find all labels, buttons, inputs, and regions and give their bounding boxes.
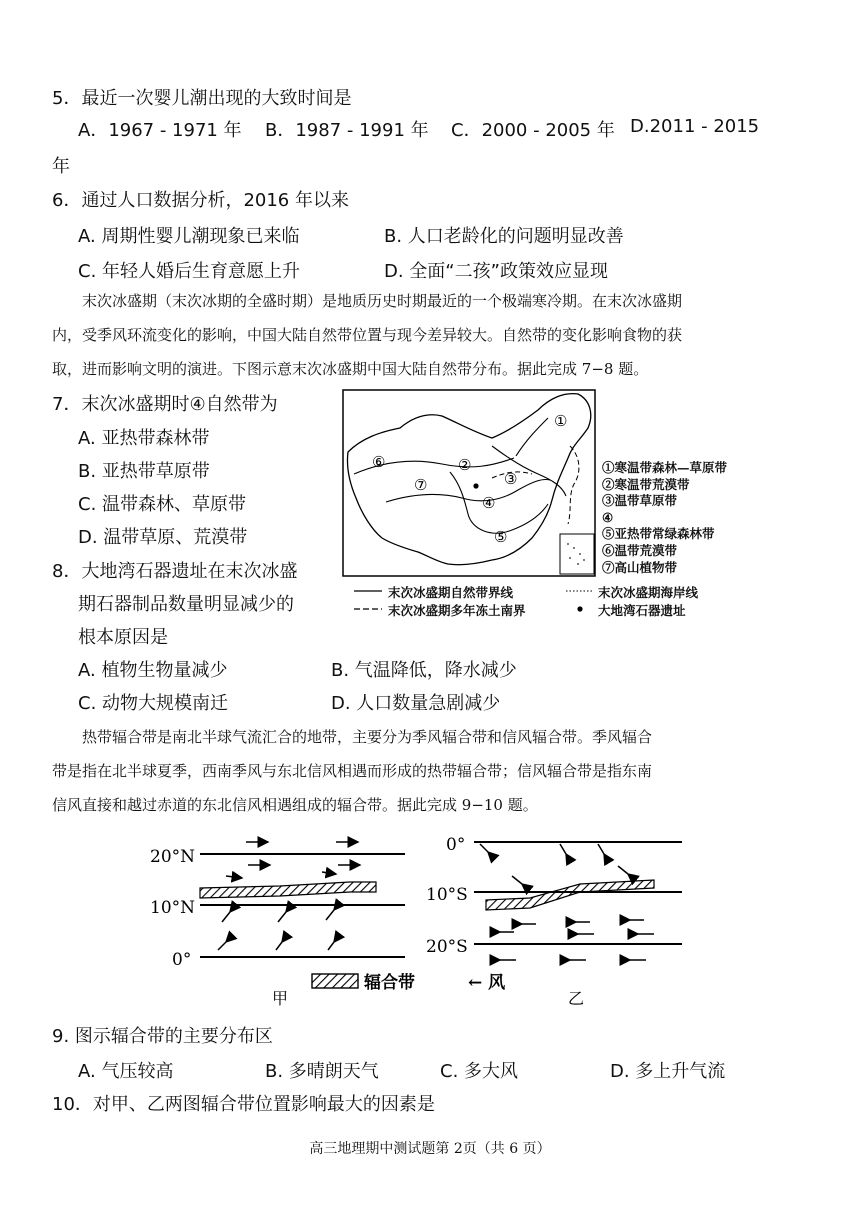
map-label-4: ④ [482, 494, 496, 512]
q8-stem-line2: 期石器制品数量明显减少的 [78, 594, 294, 615]
passage1-line1: 末次冰盛期（末次冰期的全盛时期）是地质历史时期最近的一个极端寒冷期。在末次冰盛期 [82, 292, 683, 310]
yi-label-10s: 10°S [426, 885, 468, 905]
q7-option-c: C. 温带森林、草原带 [78, 494, 247, 515]
yi-label-20s: 20°S [426, 937, 468, 957]
key-permafrost-label: 末次冰盛期多年冻土南界 [388, 603, 526, 618]
q5-option-b: B．1987 - 1991 年 [265, 120, 429, 141]
passage2-line3: 信风直接和越过赤道的东北信风相遇组成的辐合带。据此完成 9−10 题。 [52, 796, 538, 814]
passage2-line2: 带是指在北半球夏季，西南季风与东北信风相遇而形成的热带辐合带；信风辐合带是指东南 [52, 762, 653, 780]
q5-stem: 5．最近一次婴儿潮出现的大致时间是 [52, 88, 352, 109]
q6-option-d: D. 全面“二孩”政策效应显现 [384, 261, 608, 282]
map-label-6: ⑥ [372, 453, 386, 471]
q8-option-a: A. 植物生物量减少 [78, 660, 228, 681]
q5-option-c: C．2000 - 2005 年 [451, 120, 615, 141]
q8-option-d: D. 人口数量急剧减少 [331, 693, 501, 714]
q7-option-d: D. 温带草原、荒漠带 [78, 527, 248, 548]
legend-zone-swatch [312, 974, 358, 988]
map-label-2: ② [458, 456, 472, 474]
dadiwan-site-dot [473, 483, 478, 488]
map-legend [602, 460, 727, 576]
zone-boundary [450, 472, 548, 533]
yi-label-0: 0° [446, 835, 466, 855]
q9-option-a: A. 气压较高 [78, 1061, 174, 1082]
legend-wind-label: ← 风 [468, 973, 506, 993]
q7-stem: 7．末次冰盛期时④自然带为 [52, 394, 278, 415]
q10-stem: 10．对甲、乙两图辐合带位置影响最大的因素是 [52, 1094, 435, 1115]
jia-label-20n: 20°N [150, 847, 196, 867]
q6-option-a: A. 周期性婴儿潮现象已来临 [78, 226, 300, 247]
jia-convergence-zone [200, 882, 376, 898]
caption-yi: 乙 [568, 989, 585, 1008]
map-label-3: ③ [504, 470, 518, 488]
q9-option-b: B. 多晴朗天气 [265, 1061, 379, 1082]
q5-option-a: A．1967 - 1971 年 [78, 120, 242, 141]
key-site-label: 大地湾石器遗址 [598, 603, 686, 618]
q6-stem: 6．通过人口数据分析，2016 年以来 [52, 190, 349, 211]
inset-islands [567, 543, 585, 565]
page-footer: 高三地理期中测试题第 2页（共 6 页） [309, 1141, 551, 1157]
legend-item-2: ②寒温带荒漠带 [602, 476, 690, 492]
q9-option-c: C. 多大风 [440, 1061, 519, 1082]
convergence-zone-svg [150, 830, 710, 1010]
q9-option-d: D. 多上升气流 [610, 1061, 726, 1082]
zone-boundary [516, 418, 548, 456]
legend-item-1: ①寒温带森林—草原带 [602, 460, 728, 475]
q7-option-a: A. 亚热带森林带 [78, 428, 210, 449]
legend-item-3: ③温带草原带 [602, 493, 678, 509]
q8-stem-line1: 8．大地湾石器遗址在末次冰盛 [52, 561, 298, 582]
passage1-line2: 内，受季风环流变化的影响，中国大陆自然带位置与现今差异较大。自然带的变化影响食物的获 [52, 326, 683, 344]
jia-label-10n: 10°N [150, 898, 196, 918]
zone-boundary [386, 479, 550, 502]
yi-convergence-zone [486, 880, 654, 910]
key-coast-label: 末次冰盛期海岸线 [598, 585, 699, 600]
map-label-5: ⑤ [494, 528, 508, 546]
q9-stem: 9. 图示辐合带的主要分布区 [52, 1026, 273, 1047]
legend-zone-label: 辐合带 [364, 973, 415, 993]
legend-item-5: ⑤亚热带常绿森林带 [602, 526, 715, 542]
convergence-zone-figure [150, 830, 710, 1010]
passage2-line1: 热带辐合带是南北半球气流汇合的地带，主要分为季风辐合带和信风辐合带。季风辐合 [82, 728, 653, 746]
q6-option-c: C. 年轻人婚后生育意愿上升 [78, 261, 301, 282]
q5-option-d: D.2011 - 2015 [630, 116, 760, 137]
map-label-7: ⑦ [414, 476, 428, 494]
legend-item-4: ④ [602, 509, 614, 525]
q8-option-b: B. 气温降低，降水减少 [331, 660, 517, 681]
passage1-line3: 取，进而影响文明的演进。下图示意末次冰盛期中国大陆自然带分布。据此完成 7−8 题。 [52, 360, 649, 378]
map-label-1: ① [554, 412, 568, 430]
key-boundary-label: 末次冰盛期自然带界线 [388, 585, 514, 600]
q5-option-d-tail: 年 [52, 156, 70, 177]
key-site-dot [577, 606, 582, 611]
legend-item-6: ⑥温带荒漠带 [602, 542, 678, 558]
q8-option-c: C. 动物大规模南迁 [78, 693, 229, 714]
jia-label-0: 0° [172, 950, 192, 970]
q7-option-b: B. 亚热带草原带 [78, 461, 210, 482]
legend-item-7: ⑦高山植物带 [602, 559, 678, 575]
inset-box [560, 534, 594, 574]
caption-jia: 甲 [272, 989, 289, 1008]
china-map-figure [342, 388, 758, 620]
q6-option-b: B. 人口老龄化的问题明显改善 [384, 226, 624, 247]
q8-stem-line3: 根本原因是 [78, 627, 168, 648]
coast-line [568, 446, 579, 524]
